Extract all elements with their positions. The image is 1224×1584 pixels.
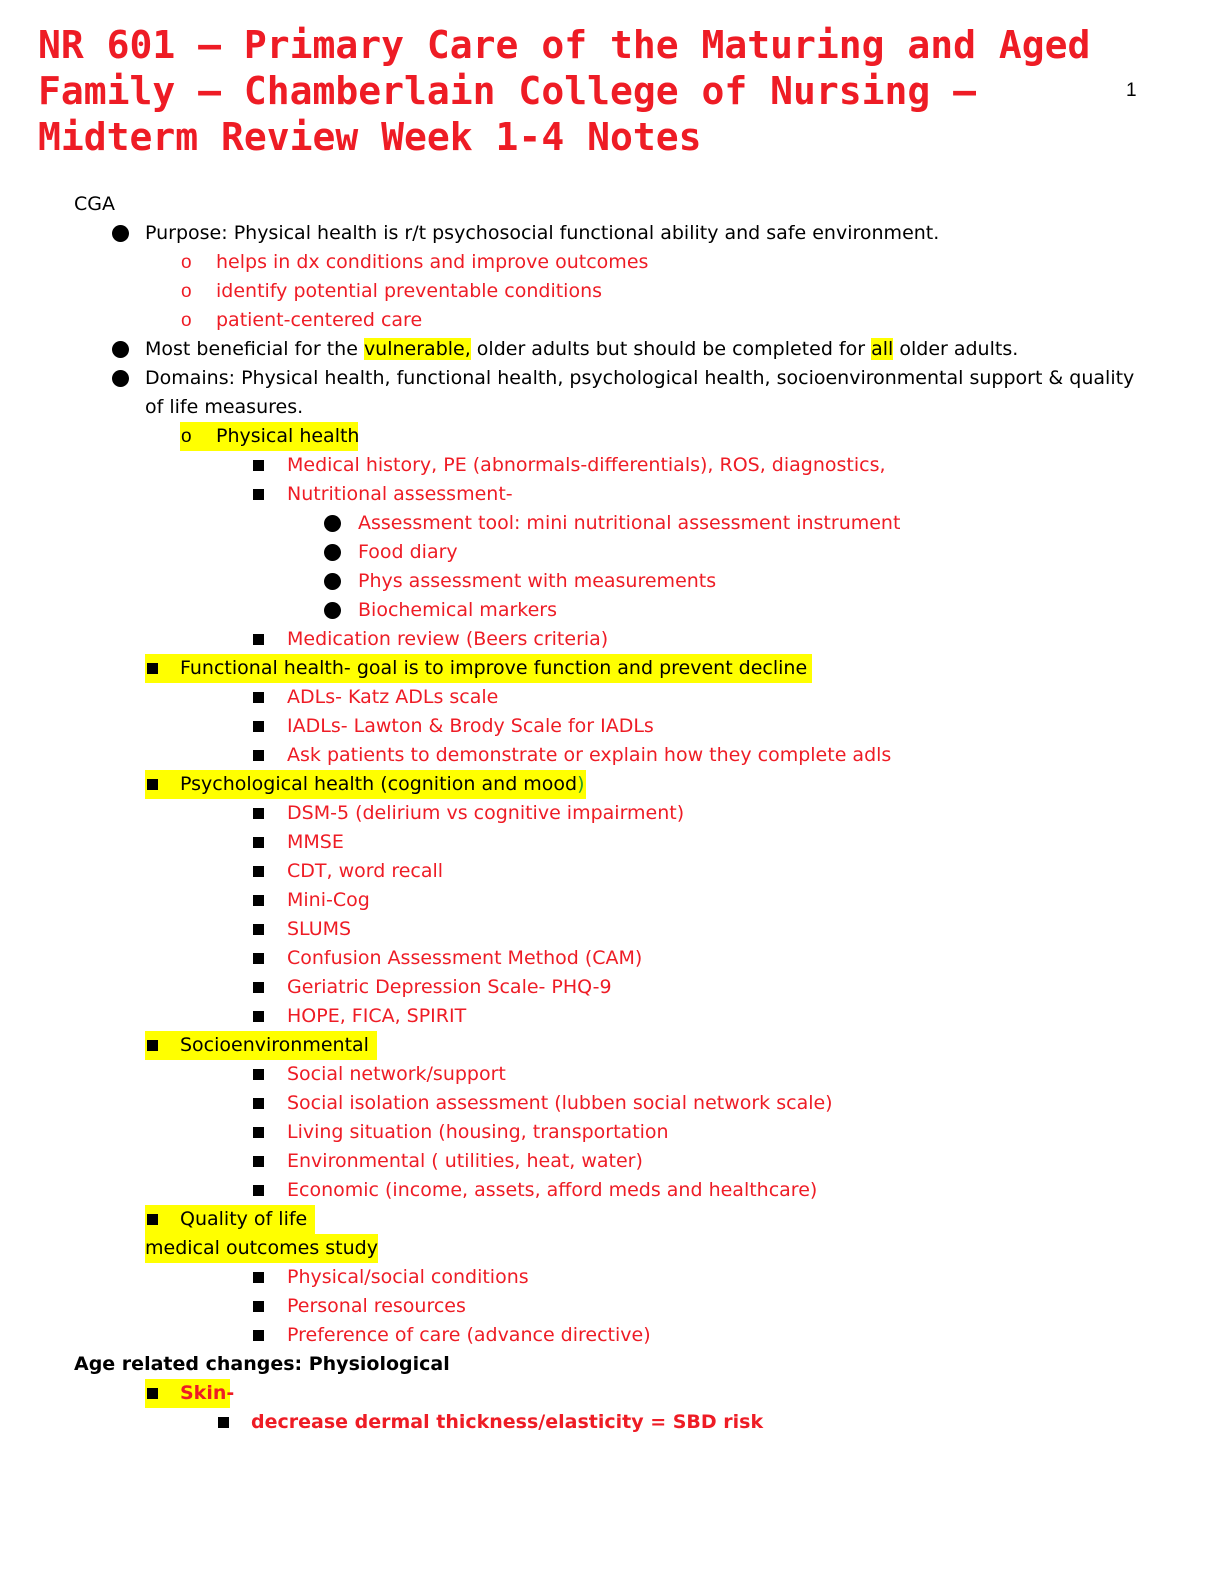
list-item-text: HOPE, FICA, SPIRIT (287, 1005, 467, 1027)
quality-of-life-label: Quality of life (180, 1208, 308, 1230)
list-item (0, 712, 1224, 741)
beneficial-text: Most beneficial for the vulnerable, older adults but should be completed for all older adults. (145, 338, 1019, 360)
bullet-dot-icon (112, 335, 129, 364)
bullet-square-icon (147, 1379, 158, 1408)
list-item-text: CDT, word recall (287, 860, 444, 882)
list-item-text: Assessment tool: mini nutritional assessment instrument (358, 512, 901, 534)
bullet-o-icon: o (181, 310, 192, 331)
psychological-health-label: Psychological health (cognition and mood) (180, 773, 585, 795)
bullet-dot-icon (324, 567, 341, 596)
list-item (0, 538, 1224, 567)
list-item-text: Confusion Assessment Method (CAM) (287, 947, 643, 969)
bullet-square-icon (253, 1060, 264, 1089)
bullet-square-icon (253, 712, 264, 741)
list-item (0, 741, 1224, 770)
list-item-text: Food diary (358, 541, 458, 563)
page-number: 1 (1126, 80, 1137, 101)
quality-of-life-sub: medical outcomes study (145, 1237, 378, 1259)
list-item-text: Personal resources (287, 1295, 466, 1317)
list-item-text: Biochemical markers (358, 599, 557, 621)
list-item-text: Environmental ( utilities, heat, water) (287, 1150, 643, 1172)
list-item (0, 1234, 1224, 1263)
list-item (0, 973, 1224, 1002)
bullet-square-icon (253, 799, 264, 828)
socioenvironmental-label: Socioenvironmental (180, 1034, 369, 1056)
list-item (0, 1118, 1224, 1147)
cga-heading: CGA (74, 193, 115, 215)
list-item-text: Medical history, PE (abnormals-differentials), ROS, diagnostics, (287, 454, 886, 476)
list-item-text: MMSE (287, 831, 344, 853)
list-item (0, 596, 1224, 625)
bullet-square-icon (253, 480, 264, 509)
bullet-square-icon (253, 1089, 264, 1118)
list-item (0, 915, 1224, 944)
list-item (0, 625, 1224, 654)
skin-label: Skin- (180, 1382, 235, 1404)
list-item-text: Medication review (Beers criteria) (287, 628, 609, 650)
skin-item: decrease dermal thickness/elasticity = SBD risk (251, 1411, 764, 1433)
list-item (0, 335, 1224, 364)
section-heading (0, 1350, 1224, 1379)
list-item-text: Physical/social conditions (287, 1266, 529, 1288)
list-item (0, 1321, 1224, 1350)
bullet-square-icon (253, 886, 264, 915)
bullet-square-icon (253, 973, 264, 1002)
notes-content (0, 190, 1224, 1437)
list-item (0, 1292, 1224, 1321)
list-item (0, 248, 1224, 277)
bullet-square-icon (147, 770, 158, 799)
list-item-text: Preference of care (advance directive) (287, 1324, 651, 1346)
bullet-square-icon (253, 915, 264, 944)
list-item (0, 1176, 1224, 1205)
purpose-sub: patient-centered care (216, 309, 423, 331)
list-item (0, 944, 1224, 973)
bullet-square-icon (253, 1176, 264, 1205)
list-item (0, 1263, 1224, 1292)
bullet-o-icon: o (181, 252, 192, 273)
bullet-dot-icon (112, 364, 129, 393)
list-item (0, 770, 1224, 799)
list-item-text: Geriatric Depression Scale- PHQ-9 (287, 976, 612, 998)
bullet-square-icon (253, 741, 264, 770)
list-item-text: SLUMS (287, 918, 352, 940)
list-item (0, 886, 1224, 915)
bullet-square-icon (253, 1118, 264, 1147)
list-item (0, 509, 1224, 538)
purpose-sub: helps in dx conditions and improve outcomes (216, 251, 649, 273)
bullet-square-icon (253, 857, 264, 886)
purpose-text: Purpose: Physical health is r/t psychosocial functional ability and safe environment. (145, 222, 940, 244)
list-item-text: DSM-5 (delirium vs cognitive impairment) (287, 802, 685, 824)
bullet-square-icon (253, 828, 264, 857)
bullet-square-icon (147, 1031, 158, 1060)
list-item (0, 277, 1224, 306)
list-item-text: Ask patients to demonstrate or explain how they complete adls (287, 744, 892, 766)
list-item (0, 306, 1224, 335)
bullet-square-icon (147, 654, 158, 683)
list-item (0, 1060, 1224, 1089)
list-item (0, 219, 1224, 248)
list-item (0, 1408, 1224, 1437)
purpose-sub: identify potential preventable conditions (216, 280, 603, 302)
bullet-square-icon (253, 1263, 264, 1292)
bullet-o-icon: o (181, 426, 192, 447)
list-item (0, 567, 1224, 596)
list-item (0, 1031, 1224, 1060)
bullet-square-icon (147, 1205, 158, 1234)
list-item (0, 364, 1224, 422)
bullet-dot-icon (112, 219, 129, 248)
bullet-square-icon (253, 1147, 264, 1176)
page-title: NR 601 – Primary Care of the Maturing and Aged Family – Chamberlain College of Nursing – Midterm Review Week 1-4 Notes (38, 23, 1091, 159)
bullet-square-icon (253, 1321, 264, 1350)
bullet-square-icon (253, 683, 264, 712)
list-item-text: Economic (income, assets, afford meds and healthcare) (287, 1179, 818, 1201)
bullet-dot-icon (324, 596, 341, 625)
list-item (0, 683, 1224, 712)
domains-text: Domains: Physical health, functional health, psychological health, socioenvironmental support & quality of life measures. (145, 367, 1135, 418)
list-item (0, 422, 1224, 451)
list-item-text: Nutritional assessment- (287, 483, 513, 505)
list-item (0, 1002, 1224, 1031)
bullet-square-icon (218, 1408, 229, 1437)
list-item (0, 828, 1224, 857)
bullet-square-icon (253, 625, 264, 654)
bullet-dot-icon (324, 538, 341, 567)
list-item (0, 857, 1224, 886)
list-item (0, 480, 1224, 509)
list-item-text: Mini-Cog (287, 889, 370, 911)
age-changes-heading: Age related changes: Physiological (74, 1353, 450, 1375)
section-heading (0, 190, 1224, 219)
bullet-square-icon (253, 944, 264, 973)
list-item (0, 799, 1224, 828)
list-item (0, 1089, 1224, 1118)
list-item-text: Phys assessment with measurements (358, 570, 717, 592)
bullet-square-icon (253, 1292, 264, 1321)
list-item-text: Social isolation assessment (lubben social network scale) (287, 1092, 833, 1114)
bullet-square-icon (253, 451, 264, 480)
list-item-text: ADLs- Katz ADLs scale (287, 686, 499, 708)
bullet-o-icon: o (181, 281, 192, 302)
list-item (0, 451, 1224, 480)
list-item-text: Social network/support (287, 1063, 506, 1085)
bullet-dot-icon (324, 509, 341, 538)
list-item (0, 654, 1224, 683)
list-item-text: IADLs- Lawton & Brody Scale for IADLs (287, 715, 654, 737)
list-item-text: Living situation (housing, transportation (287, 1121, 669, 1143)
functional-health-label: Functional health- goal is to improve function and prevent decline (180, 657, 808, 679)
list-item (0, 1205, 1224, 1234)
list-item (0, 1147, 1224, 1176)
bullet-square-icon (253, 1002, 264, 1031)
physical-health-label: Physical health (216, 425, 360, 447)
list-item (0, 1379, 1224, 1408)
